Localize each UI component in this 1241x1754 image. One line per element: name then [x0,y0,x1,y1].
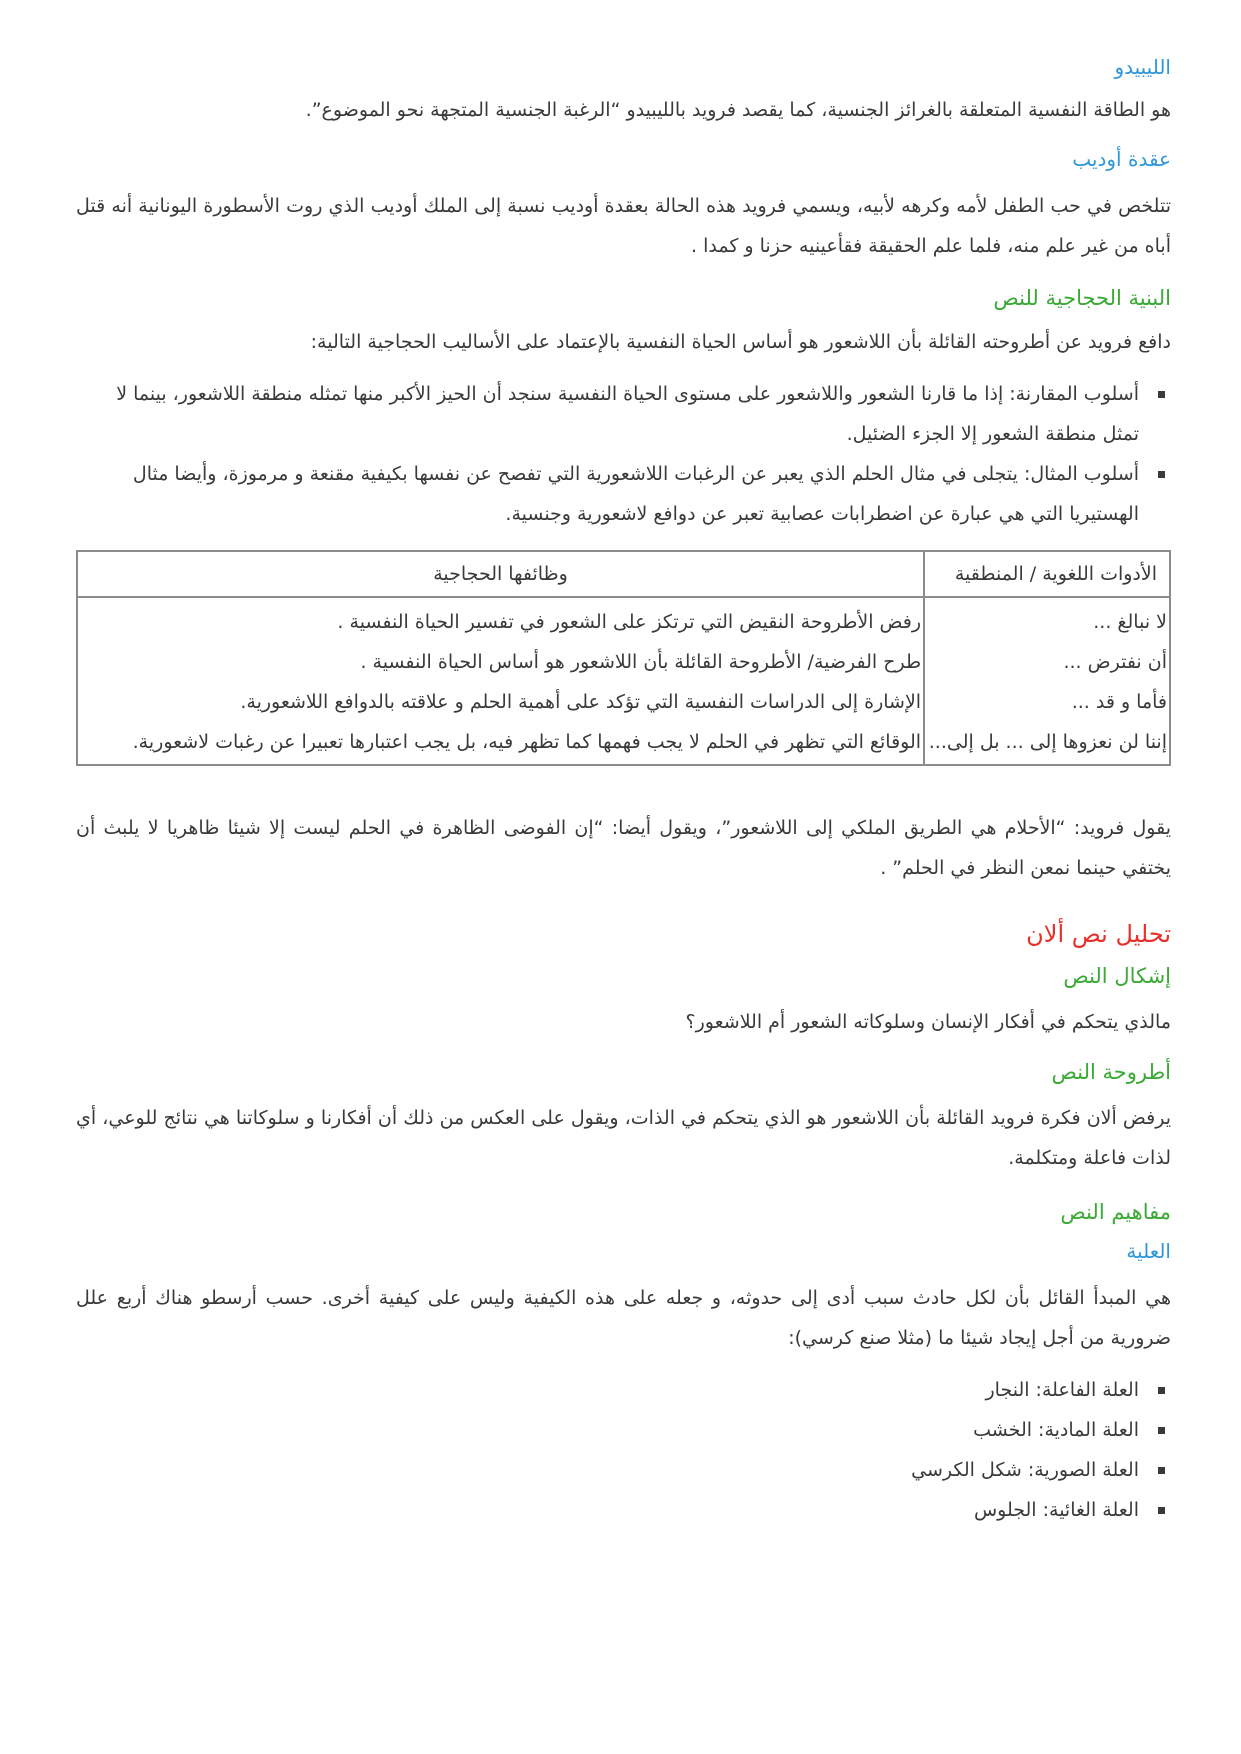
list-item: أسلوب المقارنة: إذا ما قارنا الشعور واللاشعور على مستوى الحياة النفسية سنجد أن الحيز الأكبر منها تمثله منطقة اللاشعور، بينما لا تمثل منطقة الشعور إلا الجزء الضئيل. [76,374,1139,454]
table-cell-tool: لا نبالغ ... [924,597,1170,642]
table-cell-function: الإشارة إلى الدراسات النفسية التي تؤكد على أهمية الحلم و علاقته بالدوافع اللاشعورية. [240,691,922,713]
table-cell-function: الوقائع التي تظهر في الحلم لا يجب فهمها كما تظهر فيه، بل يجب اعتبارها تعبيرا عن رغبات لاشعورية. [132,731,922,753]
libido-heading: الليبيدو [1114,55,1171,79]
causality-heading: العلية [1126,1239,1171,1263]
table-cell-tool: إننا لن نعزوها إلى ... بل إلى... [924,722,1170,765]
table-row [77,597,1170,642]
table-row [77,642,1170,682]
table-row [77,722,1170,765]
causes-list [76,1370,1171,1530]
list-item: أسلوب المثال: يتجلى في مثال الحلم الذي يعبر عن الرغبات اللاشعورية التي تفصح عن نفسها بكيفية مقنعة و مرموزة، وأيضا مثال الهستيريا التي هي عبارة عن اضطرابات عصابية تعبر عن دوافع لاشعورية وجنسية. [76,454,1139,534]
list-item: العلة الفاعلة: النجار [76,1370,1139,1410]
oedipus-paragraph: تتلخص في حب الطفل لأمه وكرهه لأبيه، ويسمي فرويد هذه الحالة بعقدة أوديب نسبة إلى الملك أوديب الذي روت الأسطورة اليونانية أنه قتل أباه من غير علم منه، فلما علم الحقيقة فقأعينيه حزنا و كمدا . [76,195,1171,257]
alain-analysis-title: تحليل نص ألان [1026,920,1171,948]
argument-methods-list [76,374,1171,534]
column-header-functions: وظائفها الحجاجية [77,551,924,597]
causality-paragraph: هي المبدأ القائل بأن لكل حادث سبب أدى إلى حدوثه، و جعله على هذه الكيفية وليس على كيفية أخرى. حسب أرسطو هناك أربع علل ضرورية من أجل إيجاد شيئا ما (مثلا صنع كرسي): [76,1287,1171,1349]
table-cell-function: رفض الأطروحة النقيض التي ترتكز على الشعور في تفسير الحياة النفسية . [337,611,922,633]
table-cell-function: طرح الفرضية/ الأطروحة القائلة بأن اللاشعور هو أساس الحياة النفسية . [360,651,922,673]
table-header-row [77,551,1170,597]
table-cell-tool: أن نفترض ... [924,642,1170,682]
thesis-paragraph: يرفض ألان فكرة فرويد القائلة بأن اللاشعور هو الذي يتحكم في الذات، ويقول على العكس من ذلك أن أفكارنا و سلوكاتنا هي نتائج للوعي، أي لذات فاعلة ومتكلمة. [76,1107,1171,1169]
libido-paragraph: هو الطاقة النفسية المتعلقة بالغرائز الجنسية، كما يقصد فرويد بالليبيدو “الرغبة الجنسية المتجهة نحو الموضوع”. [305,99,1171,121]
oedipus-heading: عقدة أوديب [1072,147,1171,171]
table-cell-tool: فأما و قد ... [924,682,1170,722]
problem-heading: إشكال النص [1063,964,1171,988]
table-row [77,682,1170,722]
list-item: العلة الغائية: الجلوس [76,1490,1139,1530]
column-header-tools: الأدوات اللغوية / المنطقية [924,551,1170,597]
argument-intro-paragraph: دافع فرويد عن أطروحته القائلة بأن اللاشعور هو أساس الحياة النفسية بالإعتماد على الأساليب الحجاجية التالية: [310,331,1171,353]
thesis-heading: أطروحة النص [1051,1060,1171,1084]
concepts-heading: مفاهيم النص [1060,1200,1171,1224]
problem-paragraph: مالذي يتحكم في أفكار الإنسان وسلوكاته الشعور أم اللاشعور؟ [685,1011,1171,1033]
list-item: العلة الصورية: شكل الكرسي [76,1450,1139,1490]
freud-quote-paragraph: يقول فرويد: “الأحلام هي الطريق الملكي إلى اللاشعور”، ويقول أيضا: “إن الفوضى الظاهرة في الحلم ليست إلا شيئا ظاهريا لا يلبث أن يختفي حينما نمعن النظر في الحلم” . [76,817,1171,879]
argument-structure-heading: البنية الحجاجية للنص [993,286,1171,310]
list-item: العلة المادية: الخشب [76,1410,1139,1450]
linguistic-tools-table [76,550,1171,766]
